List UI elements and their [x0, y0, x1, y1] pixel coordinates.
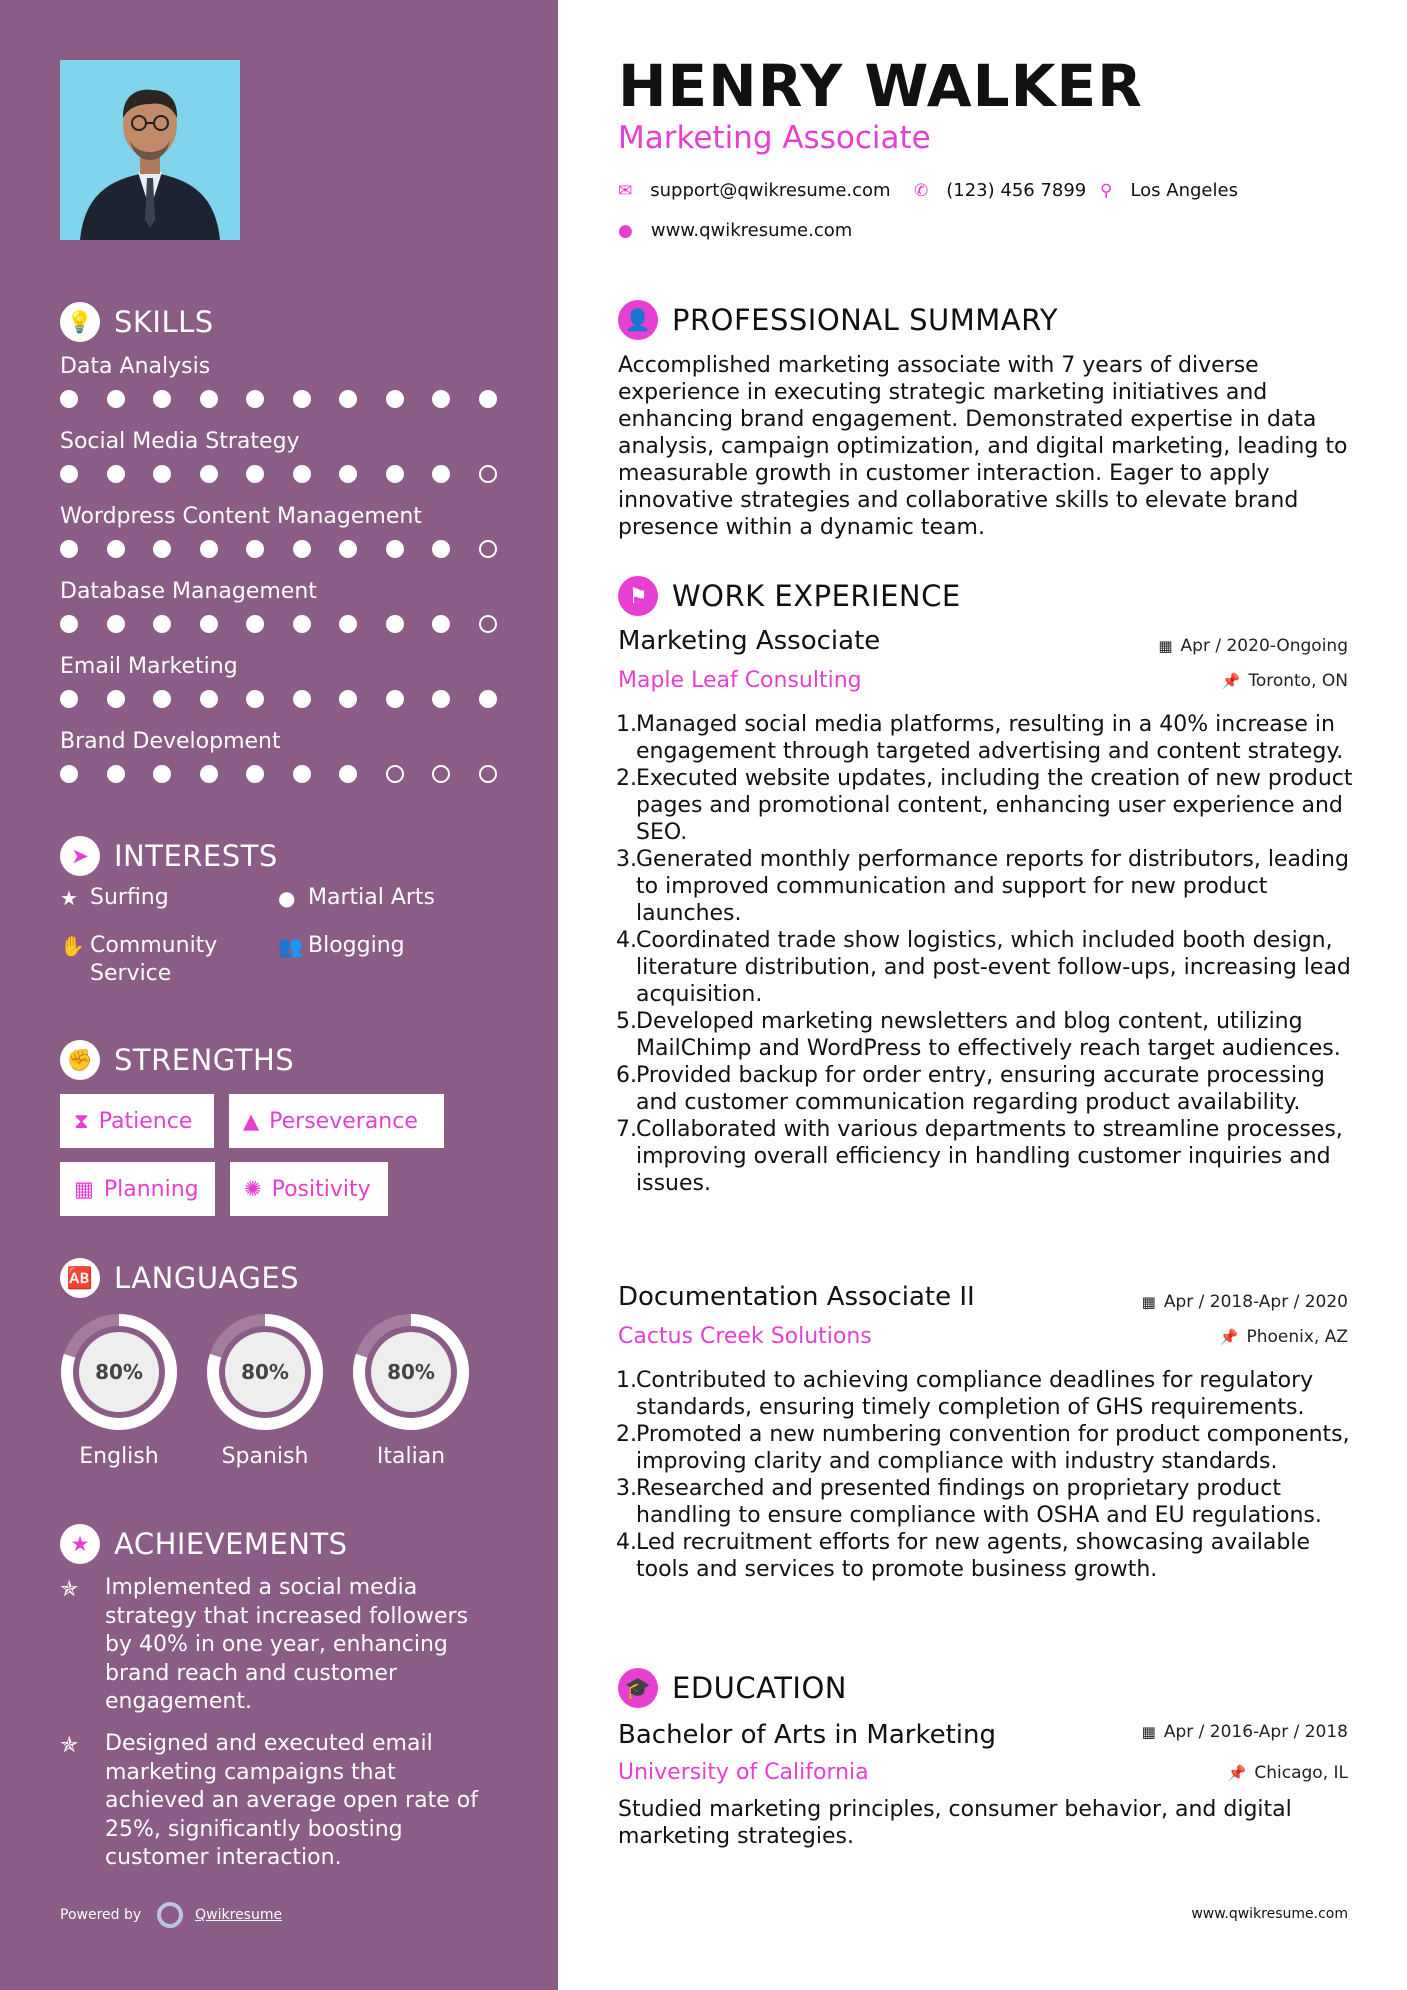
strength-chip: ✺ Positivity [230, 1162, 388, 1216]
rating-dot-filled [386, 690, 404, 708]
rating-dot-filled [153, 540, 171, 558]
rating-dot-empty [479, 615, 497, 633]
hourglass-icon: ⧗ [74, 1108, 89, 1133]
job-bullets [618, 711, 1358, 1197]
skill-label: Email Marketing [60, 654, 238, 679]
envelope-icon: ✉ [618, 180, 633, 201]
bullet-number: 6. [616, 1063, 637, 1088]
rating-dot-filled [339, 465, 357, 483]
language-gauge [57, 1310, 181, 1434]
skill-label: Brand Development [60, 729, 281, 754]
rating-dot-filled [60, 765, 78, 783]
rating-dot-filled [107, 615, 125, 633]
job-company: Maple Leaf Consulting [618, 668, 862, 693]
job-bullet [618, 927, 1358, 1008]
rating-dot-filled [246, 540, 264, 558]
rating-dot-filled [60, 690, 78, 708]
gauge-percent: 80% [241, 1360, 289, 1384]
rating-dot-filled [339, 390, 357, 408]
powered-by: Powered by Qwikresume [60, 1902, 282, 1928]
strength-chip: ⧗ Patience [60, 1094, 214, 1148]
contact-email[interactable]: ✉ support@qwikresume.com [618, 180, 891, 201]
candidate-name: HENRY WALKER [618, 52, 1143, 120]
bullet-number: 4. [616, 1530, 637, 1555]
paper-plane-icon: ➤ [60, 836, 100, 876]
achievement-item: ✯ Designed and executed email marketing campaigns that achieved an average open rate of 25%, significantly boosting customer interaction. [60, 1730, 500, 1873]
rating-dot-empty [386, 765, 404, 783]
rating-dot-filled [432, 390, 450, 408]
strength-chip: ▲ Perseverance [229, 1094, 444, 1148]
main-content [616, 0, 1353, 1990]
profile-photo [60, 60, 240, 240]
rating-dot-filled [107, 540, 125, 558]
bullet-number: 2. [616, 766, 637, 791]
rating-dot-empty [479, 465, 497, 483]
rating-dot-filled [246, 390, 264, 408]
users-icon: 👥 [278, 934, 303, 958]
rating-dot-empty [479, 540, 497, 558]
job-bullet [618, 1367, 1358, 1421]
sun-icon: ✺ [244, 1177, 262, 1201]
phone-icon: ✆ [914, 180, 929, 201]
summary-heading: 👤 PROFESSIONAL SUMMARY [618, 298, 1058, 342]
globe-icon: ● [278, 886, 296, 910]
rating-dot-filled [293, 540, 311, 558]
chair-icon: ⚑ [618, 576, 658, 616]
bullet-text: Managed social media platforms, resulting in a 40% increase in engagement through targeted advertising and content strategy. [636, 712, 1344, 764]
rating-dot-filled [386, 615, 404, 633]
bullet-text: Developed marketing newsletters and blog content, utilizing MailChimp and WordPress to effectively reach target audiences. [636, 1009, 1341, 1061]
bullet-text: Provided backup for order entry, ensuring accurate processing and customer communication regarding product availability. [636, 1063, 1325, 1115]
gauge-percent: 80% [95, 1360, 143, 1384]
bullet-text: Executed website updates, including the creation of new product pages and promotional content, enhancing user experience and SEO. [636, 766, 1353, 845]
star-badge-icon: ★ [60, 1524, 100, 1564]
job-bullet [618, 711, 1358, 765]
interest-item: ★ Surfing [60, 885, 169, 910]
job-title: Documentation Associate II [618, 1282, 975, 1312]
rating-dot-filled [386, 465, 404, 483]
profile-photo-image [60, 60, 240, 240]
interest-item: ✋ Community Service [60, 933, 218, 986]
contact-website[interactable]: ● www.qwikresume.com [618, 220, 853, 241]
bullet-text: Promoted a new numbering convention for product components, improving clarity and compliance with industry standards. [636, 1422, 1350, 1474]
globe-icon: ● [618, 220, 633, 241]
job-bullet [618, 1529, 1358, 1583]
calendar-icon: ▦ [1141, 1723, 1156, 1741]
fist-icon: ✊ [60, 1040, 100, 1080]
bullet-number: 1. [616, 1368, 637, 1393]
rating-dot-filled [432, 540, 450, 558]
bullet-number: 7. [616, 1117, 637, 1142]
skill-label: Data Analysis [60, 354, 211, 379]
language-name: English [79, 1444, 159, 1469]
job-bullet [618, 1062, 1358, 1116]
contact-location: ⚲ Los Angeles [1100, 180, 1238, 201]
calendar-icon: ▦ [1158, 637, 1173, 655]
candidate-title: Marketing Associate [618, 120, 931, 156]
rating-dot-filled [200, 690, 218, 708]
pin-icon: 📌 [1219, 1328, 1239, 1346]
rating-dot-filled [60, 540, 78, 558]
rating-dot-filled [339, 690, 357, 708]
rating-dot-filled [246, 765, 264, 783]
rating-dot-filled [153, 690, 171, 708]
bullet-number: 1. [616, 712, 637, 737]
rating-dot-filled [293, 765, 311, 783]
rating-dot-filled [293, 690, 311, 708]
rating-dot-filled [479, 390, 497, 408]
language-card-icon: 🆎 [60, 1258, 100, 1298]
languages-heading: 🆎 LANGUAGES [60, 1256, 299, 1300]
bullet-number: 3. [616, 1476, 637, 1501]
rating-dot-filled [153, 615, 171, 633]
bullet-text: Generated monthly performance reports for distributors, leading to improved communication and support for new product launches. [636, 847, 1349, 926]
rating-dot-filled [200, 765, 218, 783]
language-item [349, 1310, 473, 1469]
rating-dot-filled [293, 390, 311, 408]
rating-dot-filled [153, 390, 171, 408]
pin-icon: 📌 [1221, 672, 1241, 690]
job-bullet [618, 1008, 1358, 1062]
rating-dot-filled [107, 690, 125, 708]
education-heading: 🎓 EDUCATION [618, 1666, 847, 1710]
job-bullet [618, 1116, 1358, 1197]
education-dates: ▦ Apr / 2016-Apr / 2018 [1141, 1722, 1348, 1742]
summary-text: Accomplished marketing associate with 7 years of diverse experience in executing strategic marketing initiatives and enhancing brand engagement. Demonstrated expertise in data analysis, campaign optimization, and digital marketing, leading to measurable growth in customer interaction. Eager to apply innovative strategies and collaborative skills to elevate brand presence within a dynamic team. [618, 353, 1348, 540]
skills-heading: 💡 SKILLS [60, 300, 214, 344]
rating-dot-filled [107, 765, 125, 783]
bullet-text: Coordinated trade show logistics, which included booth design, literature distribution, and post-event follow-ups, increasing lead acquisition. [636, 928, 1351, 1007]
job-bullet [618, 846, 1358, 927]
interest-item: 👥 Blogging [278, 933, 405, 958]
language-name: Spanish [221, 1444, 309, 1469]
calendar-icon: ▦ [1141, 1293, 1156, 1311]
rating-dot-filled [246, 465, 264, 483]
sidebar [0, 0, 558, 1990]
skill-label: Wordpress Content Management [60, 504, 422, 529]
bullet-text: Researched and presented findings on proprietary product handling to ensure compliance with OSHA and EU regulations. [636, 1476, 1322, 1528]
rating-dot-filled [293, 465, 311, 483]
skill-label: Social Media Strategy [60, 429, 300, 454]
rating-dot-filled [339, 765, 357, 783]
job-location: 📌 Phoenix, AZ [1219, 1327, 1348, 1347]
job-title: Marketing Associate [618, 626, 881, 656]
education-description: Studied marketing principles, consumer behavior, and digital marketing strategies. [618, 1797, 1292, 1849]
lightbulb-icon: 💡 [60, 302, 100, 342]
skill-label: Database Management [60, 579, 317, 604]
language-gauge [203, 1310, 327, 1434]
rating-dot-filled [107, 390, 125, 408]
rating-dot-filled [200, 615, 218, 633]
school-name: University of California [618, 1760, 869, 1785]
job-dates: ▦ Apr / 2018-Apr / 2020 [1141, 1292, 1348, 1312]
rating-dot-filled [200, 390, 218, 408]
hand-icon: ✋ [60, 934, 85, 958]
bullet-text: Collaborated with various departments to streamline processes, improving overall efficiency in handling customer inquiries and issues. [636, 1117, 1343, 1196]
achievements-heading: ★ ACHIEVEMENTS [60, 1522, 348, 1566]
achievement-item: ✯ Implemented a social media strategy that increased followers by 40% in one year, enhancing brand reach and customer engagement. [60, 1574, 500, 1717]
map-pin-icon: ⚲ [1100, 180, 1113, 201]
job-bullet [618, 1475, 1358, 1529]
rating-dot-empty [432, 765, 450, 783]
bullet-text: Led recruitment efforts for new agents, showcasing available tools and services to promote business growth. [636, 1530, 1311, 1582]
rating-dot-filled [153, 465, 171, 483]
rating-dot-filled [386, 540, 404, 558]
shooting-star-icon: ✯ [60, 1733, 79, 1758]
mountain-icon: ▲ [243, 1109, 260, 1133]
job-company: Cactus Creek Solutions [618, 1324, 872, 1349]
bullet-number: 4. [616, 928, 637, 953]
calendar-icon: ▦ [74, 1177, 94, 1201]
interests-heading: ➤ INTERESTS [60, 834, 278, 878]
bullet-text: Contributed to achieving compliance deadlines for regulatory standards, ensuring timely completion of GHS requirements. [636, 1368, 1314, 1420]
rating-dot-filled [60, 390, 78, 408]
rating-dot-filled [200, 540, 218, 558]
rating-dot-filled [153, 765, 171, 783]
language-item [57, 1310, 181, 1469]
strengths-heading: ✊ STRENGTHS [60, 1038, 294, 1082]
rating-dot-filled [386, 390, 404, 408]
degree-title: Bachelor of Arts in Marketing [618, 1720, 996, 1750]
rating-dot-empty [479, 765, 497, 783]
bullet-number: 3. [616, 847, 637, 872]
shooting-star-icon: ✯ [60, 1577, 79, 1602]
rating-dot-filled [432, 615, 450, 633]
graduation-icon: 🎓 [618, 1668, 658, 1708]
gauge-percent: 80% [387, 1360, 435, 1384]
interest-item: ● Martial Arts [278, 885, 436, 910]
rating-dot-filled [479, 690, 497, 708]
job-bullet [618, 1421, 1358, 1475]
education-location: 📌 Chicago, IL [1227, 1763, 1348, 1783]
rating-dot-filled [60, 615, 78, 633]
rating-dot-filled [293, 615, 311, 633]
rating-dot-filled [432, 465, 450, 483]
pin-icon: 📌 [1227, 1764, 1247, 1782]
rating-dot-filled [246, 690, 264, 708]
qwikresume-logo-icon [157, 1902, 183, 1928]
rating-dot-filled [200, 465, 218, 483]
language-name: Italian [376, 1444, 446, 1469]
footer-url[interactable]: www.qwikresume.com [1191, 1906, 1348, 1922]
contact-phone[interactable]: ✆ (123) 456 7899 [914, 180, 1087, 201]
rating-dot-filled [107, 465, 125, 483]
job-bullets [618, 1367, 1358, 1583]
rating-dot-filled [60, 465, 78, 483]
strength-chip: ▦ Planning [60, 1162, 215, 1216]
job-dates: ▦ Apr / 2020-Ongoing [1158, 636, 1348, 656]
rating-dot-filled [432, 690, 450, 708]
job-location: 📌 Toronto, ON [1221, 671, 1348, 691]
bullet-number: 2. [616, 1422, 637, 1447]
experience-heading: ⚑ WORK EXPERIENCE [618, 574, 961, 618]
powered-by-link[interactable]: Qwikresume [195, 1907, 283, 1923]
rating-dot-filled [339, 540, 357, 558]
star-icon: ★ [60, 886, 78, 910]
rating-dot-filled [246, 615, 264, 633]
bullet-number: 5. [616, 1009, 637, 1034]
job-bullet [618, 765, 1358, 846]
rating-dot-filled [339, 615, 357, 633]
language-item [203, 1310, 327, 1469]
user-icon: 👤 [618, 300, 658, 340]
language-gauge [349, 1310, 473, 1434]
